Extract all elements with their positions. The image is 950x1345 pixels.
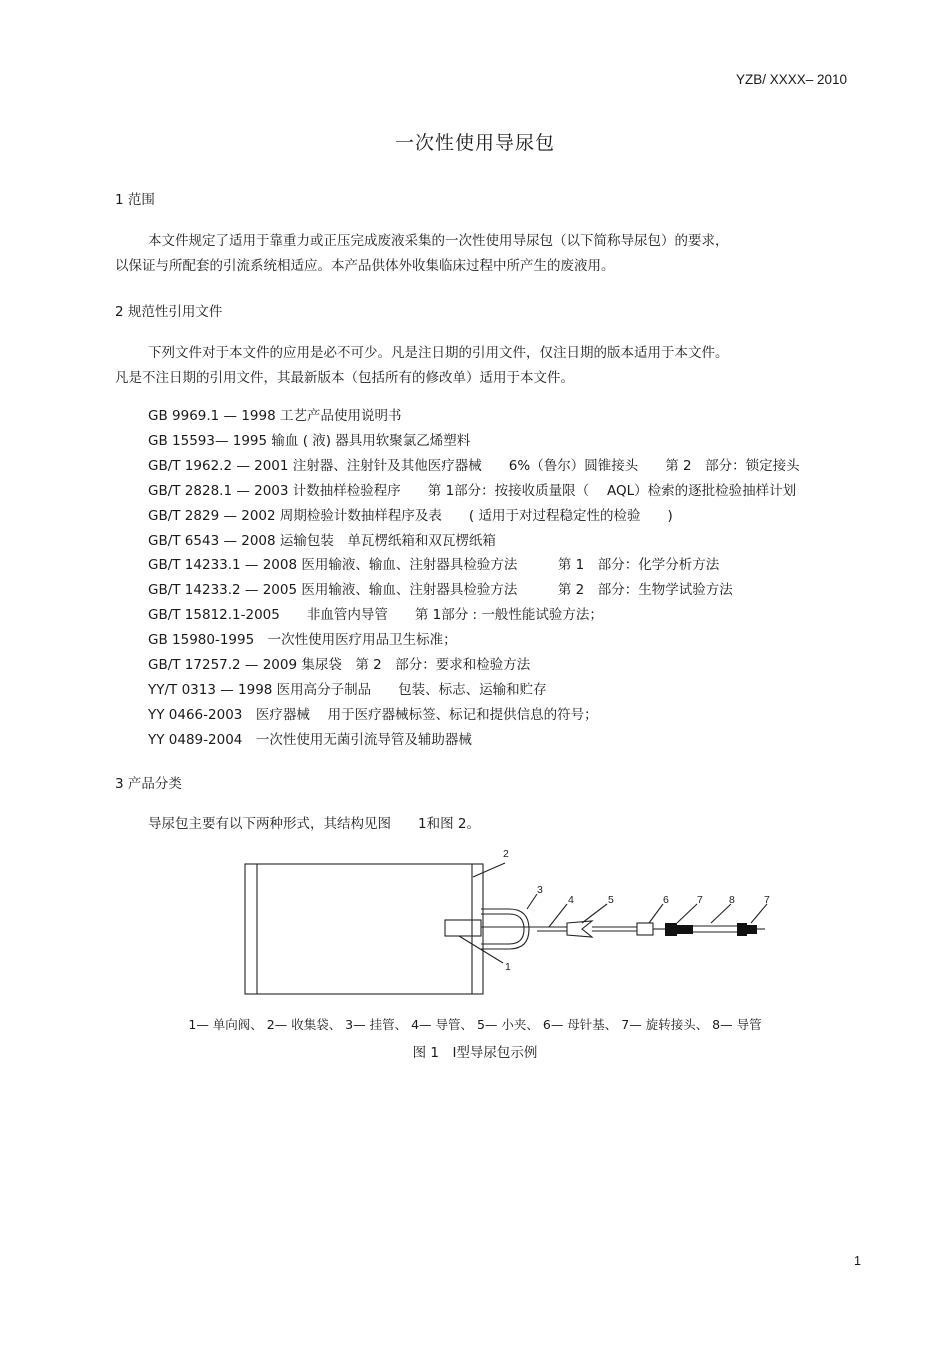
reference-item: YY 0489-2004 一次性使用无菌引流导管及辅助器械 xyxy=(148,732,472,748)
leader-line-2 xyxy=(473,863,505,877)
references-intro-line-1: 下列文件对于本文件的应用是必不可少。凡是注日期的引用文件，仅注日期的版本适用于本文件。 xyxy=(148,345,729,361)
reference-item: GB 15980-1995 一次性使用医疗用品卫生标准； xyxy=(148,632,457,648)
leader-line-7a xyxy=(677,904,697,923)
reference-item: GB/T 1962.2 — 2001 注射器、注射针及其他医疗器械 6%（鲁尔）圆锥接头 第 2 部分：锁定接头 xyxy=(148,458,800,474)
female-luer-hub xyxy=(637,923,653,935)
swivel-connector-1 xyxy=(665,923,677,936)
reference-item: GB/T 14233.2 — 2005 医用输液、输血、注射器具检验方法 第 2 部分：生物学试验方法 xyxy=(148,582,733,598)
catheter-bag-diagram xyxy=(237,843,777,1003)
leader-line-6 xyxy=(649,904,663,923)
callout-1: 1 xyxy=(505,961,511,973)
reference-item: GB/T 2829 — 2002 周期检验计数抽样程序及表 ( 适用于对过程稳定性的检验 ) xyxy=(148,508,673,524)
document-title: 一次性使用导尿包 xyxy=(394,132,555,154)
section-heading-normative-references: 2 规范性引用文件 xyxy=(115,304,223,320)
scope-paragraph xyxy=(115,229,855,279)
figure-1-drawing xyxy=(237,843,777,1003)
swivel-connector-2b xyxy=(747,925,757,934)
callout-8: 8 xyxy=(729,894,735,906)
figure-1-caption: 图 1 Ⅰ型导尿包示例 xyxy=(412,1045,538,1061)
reference-item: GB/T 6543 — 2008 运输包装 单瓦楞纸箱和双瓦楞纸箱 xyxy=(148,533,496,549)
scope-line-1: 本文件规定了适用于靠重力或正压完成废液采集的一次性使用导尿包（以下简称导尿包）的要求， xyxy=(148,233,729,249)
reference-item: GB/T 14233.1 — 2008 医用输液、输血、注射器具检验方法 第 1 部分：化学分析方法 xyxy=(148,557,720,573)
page-number: 1 xyxy=(854,1254,861,1268)
callout-7: 7 xyxy=(697,894,703,906)
document-code: YZB/ XXXX– 2010 xyxy=(736,72,848,87)
reference-item: GB/T 15812.1-2005 非血管内导管 第 1部分 : 一般性能试验方法； xyxy=(148,607,603,623)
callout-2: 2 xyxy=(503,848,509,860)
callout-6: 6 xyxy=(663,894,669,906)
figure-1-legend: 1— 单向阀、 2— 收集袋、 3— 挂管、 4— 导管、 5— 小夹、 6— 母针基、 7— 旋转接头、 8— 导管 xyxy=(188,1017,762,1032)
classification-paragraph xyxy=(115,812,855,837)
hanging-tube-inner xyxy=(481,914,524,944)
swivel-connector-1b xyxy=(677,925,693,934)
reference-item: YY/T 0313 — 1998 医用高分子制品 包装、标志、运输和贮存 xyxy=(148,682,547,698)
references-intro-paragraph xyxy=(115,341,855,391)
callout-5: 5 xyxy=(608,894,614,906)
reference-item: GB/T 2828.1 — 2003 计数抽样检验程序 第 1部分：按接收质量限（ AQL）检索的逐批检验抽样计划 xyxy=(148,483,797,499)
swivel-connector-2 xyxy=(737,923,747,936)
references-intro-line-2: 凡是不注日期的引用文件，其最新版本（包括所有的修改单）适用于本文件。 xyxy=(115,370,574,386)
hanging-tube-outer xyxy=(481,909,529,949)
reference-item: YY 0466-2003 医疗器械 用于医疗器械标签、标记和提供信息的符号； xyxy=(148,707,598,723)
reference-item: GB 9969.1 — 1998 工艺产品使用说明书 xyxy=(148,408,402,424)
small-clamp xyxy=(567,921,592,937)
reference-item: GB/T 17257.2 — 2009 集尿袋 第 2 部分：要求和检验方法 xyxy=(148,657,531,673)
scope-line-2: 以保证与所配套的引流系统相适应。本产品供体外收集临床过程中所产生的废液用。 xyxy=(115,258,615,274)
section-heading-scope: 1 范围 xyxy=(115,192,155,208)
callout-7b: 7 xyxy=(764,894,770,906)
collection-bag-outline xyxy=(245,864,483,994)
reference-item: GB 15593— 1995 输血 ( 液) 器具用软聚氯乙烯塑料 xyxy=(148,433,471,449)
leader-line-8 xyxy=(711,904,731,923)
callout-3: 3 xyxy=(537,884,543,896)
leader-line-5 xyxy=(582,904,607,923)
callout-4: 4 xyxy=(568,894,574,906)
classification-line-1: 导尿包主要有以下两种形式，其结构见图 1和图 2。 xyxy=(148,816,480,832)
section-heading-classification: 3 产品分类 xyxy=(115,776,182,792)
leader-line-7b xyxy=(751,904,767,923)
leader-line-4 xyxy=(549,904,567,927)
one-way-valve xyxy=(445,920,481,936)
leader-line-3 xyxy=(527,894,537,909)
